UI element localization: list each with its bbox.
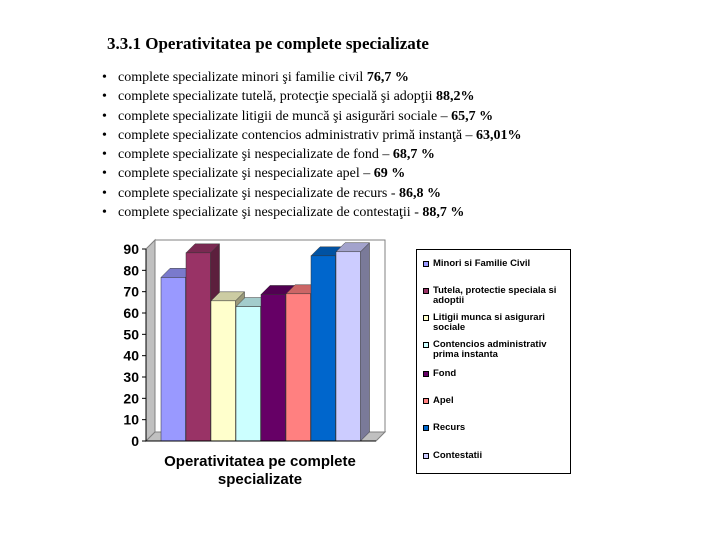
y-tick-label: 50 bbox=[123, 326, 139, 343]
legend-swatch bbox=[423, 425, 429, 431]
bar bbox=[236, 307, 261, 441]
bullet-dot: • bbox=[102, 89, 107, 105]
bullet-value: 88,2% bbox=[435, 89, 475, 105]
legend-label: Fond bbox=[433, 368, 457, 379]
chart-title-line: specializate bbox=[217, 471, 303, 488]
bullet-text: complete specializate şi nespecializate de contestaţii - bbox=[118, 205, 423, 221]
bullet-text: complete specializate minori şi familie civil bbox=[118, 70, 367, 85]
bar-side bbox=[361, 243, 370, 441]
y-tick-label: 10 bbox=[123, 411, 139, 428]
bullet-dot: • bbox=[102, 108, 107, 124]
bullet-text: complete specializate tutelă, protecţie specială şi adopţii bbox=[118, 89, 436, 105]
bullet-dot: • bbox=[102, 127, 107, 143]
chart-side-wall bbox=[146, 240, 155, 441]
legend-swatch bbox=[423, 288, 429, 294]
legend-swatch bbox=[423, 371, 429, 377]
bullet-value: 65,7 % bbox=[451, 108, 494, 124]
y-tick-label: 0 bbox=[131, 433, 139, 449]
bullet-dot: • bbox=[102, 70, 107, 85]
legend-label: Apel bbox=[433, 395, 454, 406]
legend-label: Contestatii bbox=[433, 450, 483, 461]
y-tick-label: 60 bbox=[123, 305, 139, 321]
bullet-text: complete specializate litigii de muncă şi asigurări sociale – bbox=[118, 108, 452, 124]
legend-label: Contencios administrativ prima instanta bbox=[433, 339, 547, 360]
bullet-value: 76,7 % bbox=[366, 70, 409, 85]
y-tick-label: 90 bbox=[123, 241, 139, 257]
legend-swatch bbox=[423, 398, 429, 404]
bar bbox=[311, 256, 336, 441]
bar bbox=[286, 294, 311, 441]
bullet-value: 63,01% bbox=[476, 127, 522, 143]
legend-label: Minori si Familie Civil bbox=[433, 258, 531, 269]
bullet-dot: • bbox=[102, 147, 107, 163]
bullet-dot: • bbox=[102, 166, 107, 182]
bullet-dot: • bbox=[102, 185, 107, 201]
legend-swatch bbox=[423, 453, 429, 459]
chart-legend bbox=[416, 249, 571, 474]
y-tick-label: 80 bbox=[123, 262, 139, 279]
bullet-value: 88,7 % bbox=[422, 205, 465, 221]
y-tick-label: 70 bbox=[123, 283, 139, 300]
y-tick-label: 30 bbox=[123, 369, 139, 385]
bullet-text: complete specializate contencios administrativ primă instanţă – bbox=[118, 127, 477, 143]
legend-swatch bbox=[423, 315, 429, 321]
bar bbox=[261, 294, 286, 441]
bar bbox=[211, 301, 236, 441]
legend-label: Tutela, protectie speciala si adoptii bbox=[433, 285, 557, 306]
bullet-value: 86,8 % bbox=[399, 185, 442, 201]
bullet-value: 69 % bbox=[373, 166, 406, 182]
bullet-text: complete specializate şi nespecializate de recurs - bbox=[118, 185, 400, 201]
bar bbox=[161, 277, 186, 441]
legend-swatch bbox=[423, 342, 429, 348]
legend-swatch bbox=[423, 261, 429, 267]
slide-title: 3.3.1 Operativitatea pe complete specializate bbox=[107, 34, 429, 53]
y-tick-label: 40 bbox=[123, 347, 139, 364]
legend-label: Litigii munca si asigurari sociale bbox=[433, 312, 545, 333]
y-tick-label: 20 bbox=[123, 390, 139, 407]
chart-title-line: Operativitatea pe complete bbox=[164, 453, 356, 470]
bullet-text: complete specializate şi nespecializate de fond – bbox=[118, 147, 393, 163]
bar bbox=[336, 252, 361, 441]
legend-label: Recurs bbox=[433, 422, 466, 433]
bullet-dot: • bbox=[102, 205, 107, 221]
bullet-text: complete specializate şi nespecializate apel – bbox=[118, 166, 374, 182]
bullet-value: 68,7 % bbox=[392, 147, 435, 163]
bar bbox=[186, 253, 211, 441]
